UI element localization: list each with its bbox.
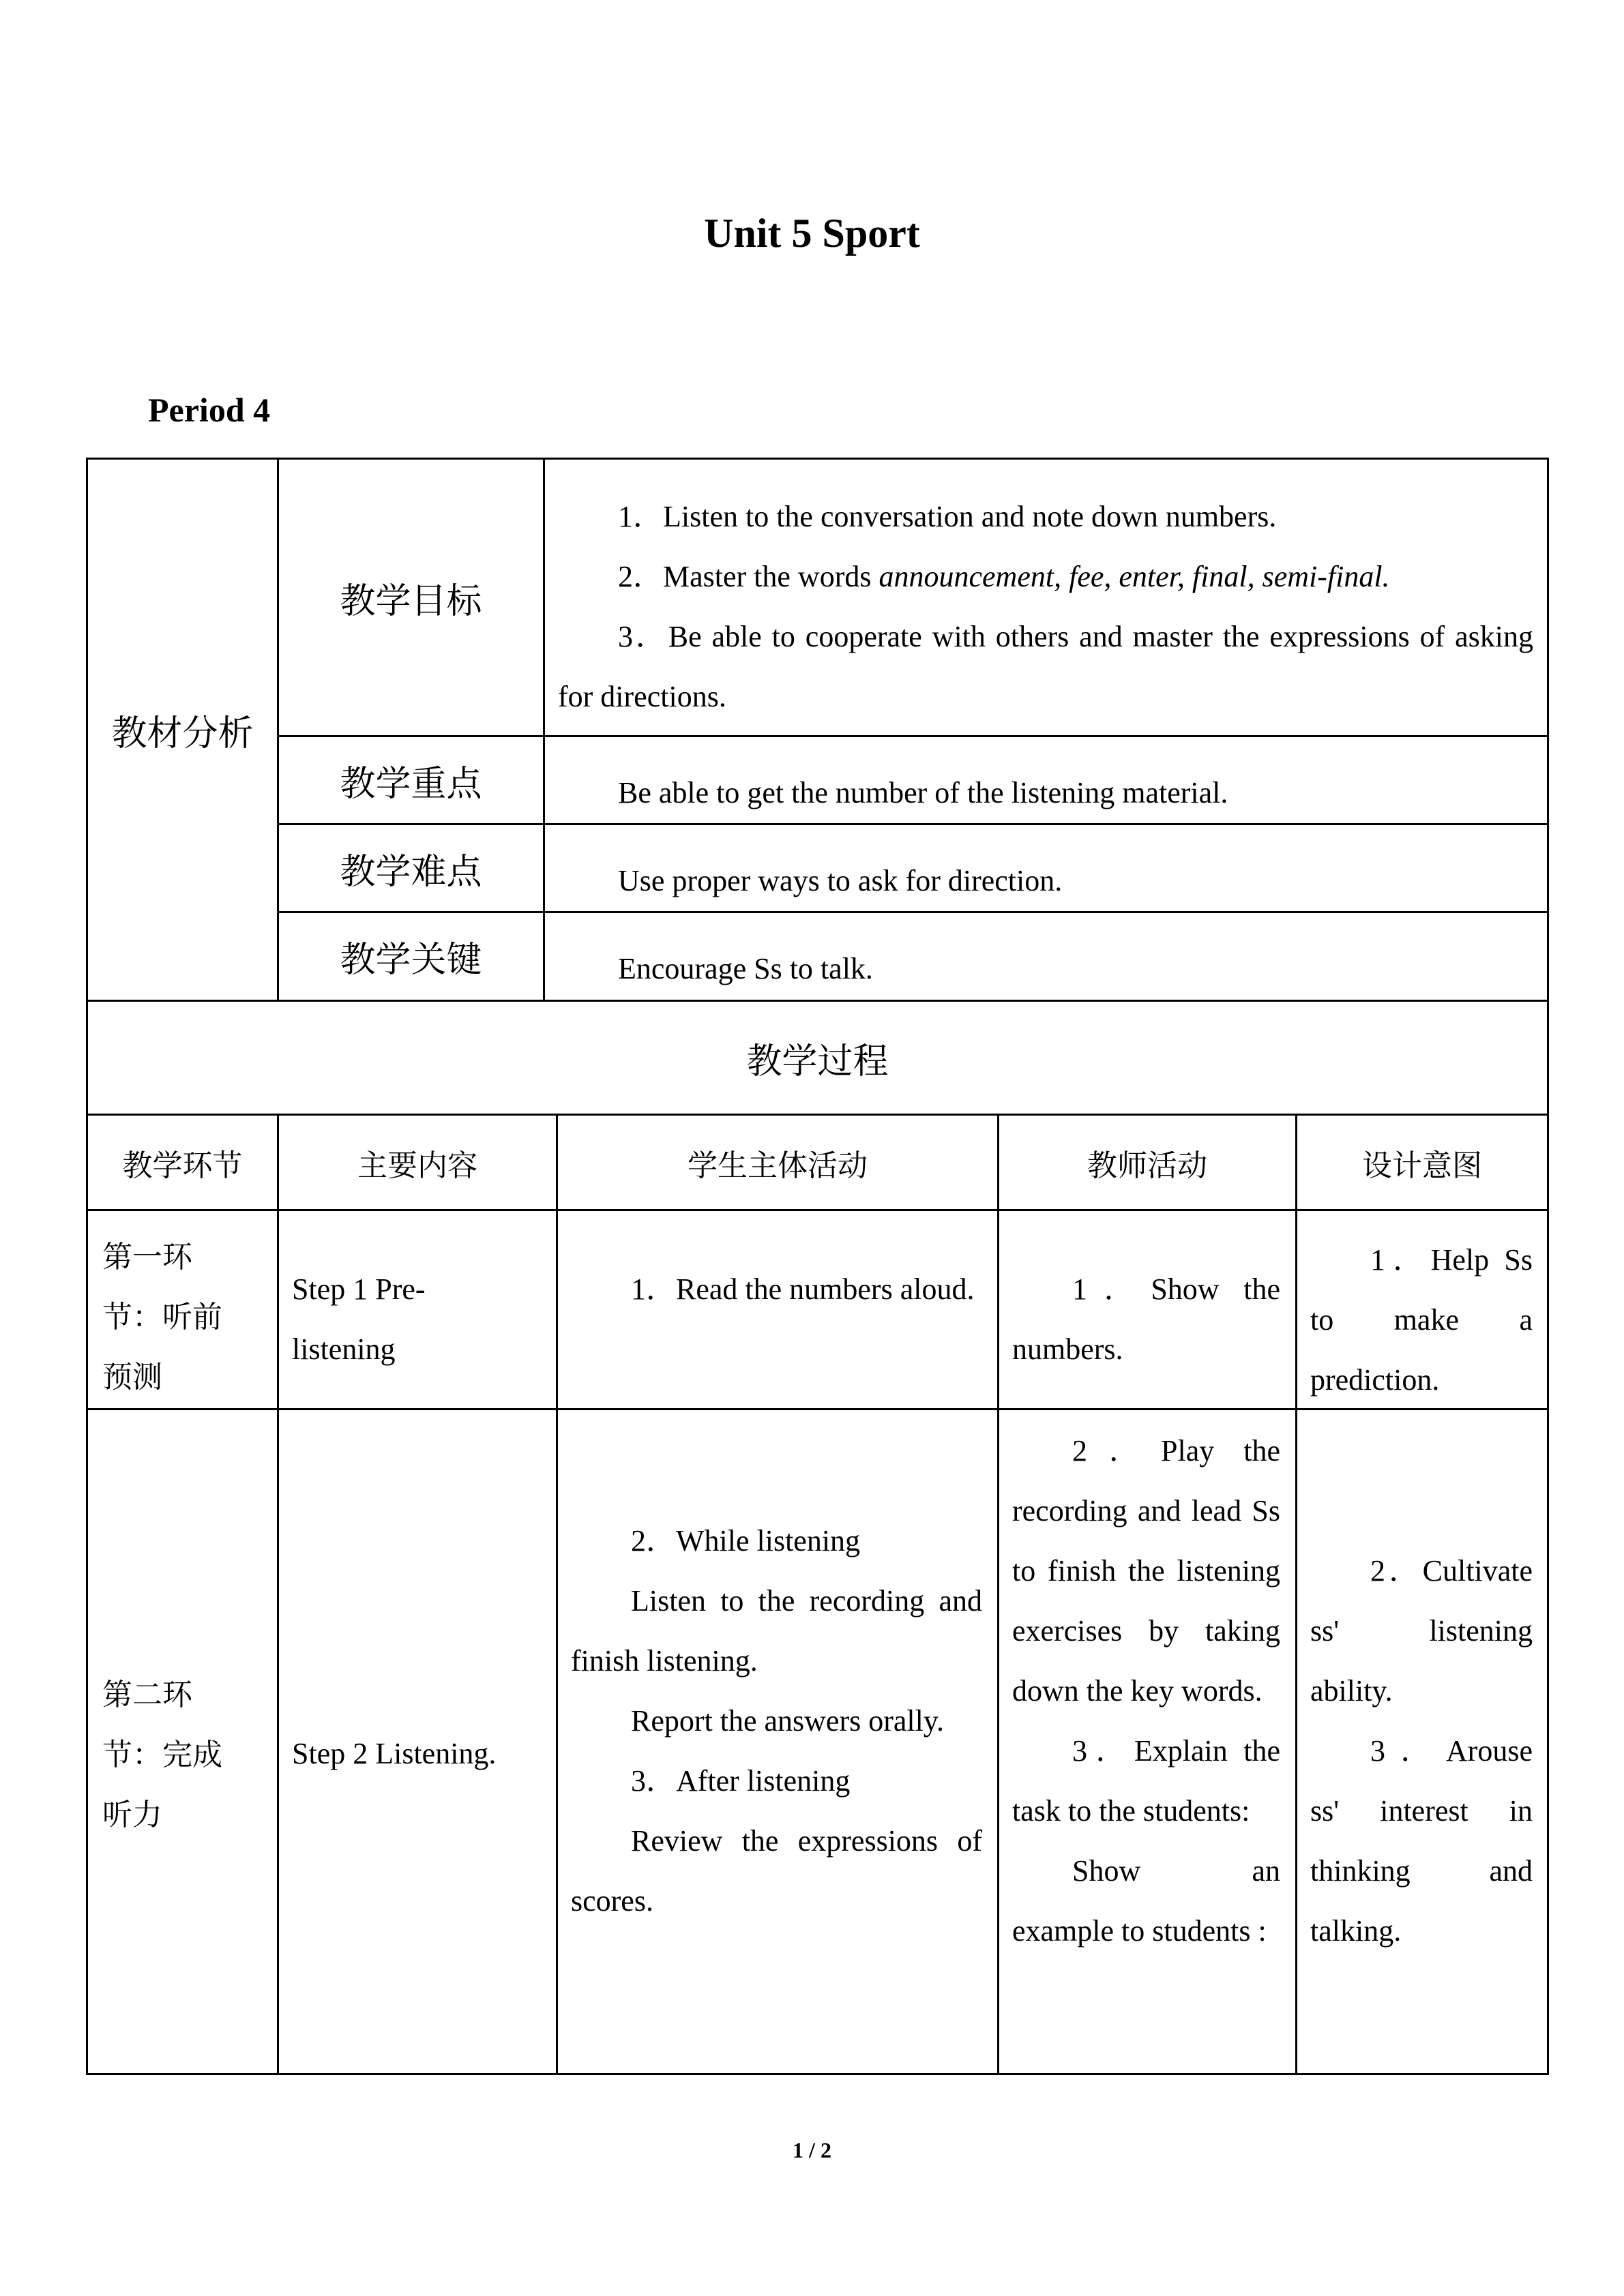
col-purpose: 设计意图: [1362, 1148, 1482, 1183]
row1-purpose: 1．Help Ss to make a prediction.: [1310, 1243, 1533, 1397]
key-label: 教学关键: [340, 940, 482, 981]
row1-stage: 第一环节：听前预测: [102, 1240, 222, 1395]
row2-content: Step 2 Listening.: [292, 1737, 497, 1770]
row2-purpose: [1310, 1541, 1533, 1961]
row1-student: 1．Read the numbers aloud.: [631, 1272, 975, 1306]
row2-teacher-line: 3．Explain the task to the students:: [1012, 1734, 1280, 1828]
goal-2-words: announcement, fee, enter, final, semi-final.: [879, 560, 1390, 593]
key-text: Encourage Ss to talk.: [618, 952, 873, 985]
row2-teacher-line: 2．Play the recording and lead Ss to finish the listening exercises by taking down the key words.: [1012, 1434, 1280, 1708]
row2-student-line: Report the answers orally.: [631, 1704, 945, 1738]
col-teacher: 教师活动: [1087, 1148, 1207, 1183]
difficulties-text: Use proper ways to ask for direction.: [618, 864, 1063, 897]
difficulties-label: 教学难点: [340, 851, 482, 893]
goals-label: 教学目标: [340, 580, 482, 622]
goal-2: 2．Master the words announcement, fee, enter, final, semi-final.: [618, 560, 1390, 593]
period-label: Period 4: [148, 391, 271, 429]
row2-purpose-line: 2．Cultivate ss' listening ability.: [1310, 1554, 1533, 1708]
row2-student-line: Review the expressions of scores.: [571, 1824, 982, 1918]
key-points-label: 教学重点: [340, 763, 482, 805]
row2-student-line: 2．While listening: [631, 1524, 861, 1557]
row2-teacher-line: Show an example to students :: [1012, 1854, 1280, 1948]
process-label: 教学过程: [746, 1041, 889, 1082]
row2-stage: 第二环节：完成听力: [102, 1678, 222, 1832]
analysis-label: 教材分析: [111, 713, 254, 754]
row1-content: Step 1 Pre-listening: [292, 1272, 426, 1366]
col-stage: 教学环节: [122, 1148, 243, 1183]
row2-purpose-line: 3．Arouse ss' interest in thinking and talking.: [1310, 1734, 1533, 1948]
row2-student-line: Listen to the recording and finish listening.: [571, 1584, 982, 1678]
row2-teacher: [1012, 1421, 1280, 1961]
row1-teacher: 1．Show the numbers.: [1012, 1272, 1280, 1366]
row2-student: [571, 1511, 982, 1931]
goals-text: [558, 487, 1533, 727]
col-content: 主要内容: [357, 1148, 477, 1183]
row2-student-line: 3．After listening: [631, 1764, 851, 1798]
page-number: 1 / 2: [793, 2138, 831, 2162]
goal-3: 3．Be able to cooperate with others and master the expressions of asking for directions.: [558, 620, 1533, 713]
col-student: 学生主体活动: [688, 1148, 868, 1183]
document-title: Unit 5 Sport: [704, 211, 920, 256]
key-points-text: Be able to get the number of the listening material.: [618, 776, 1228, 809]
goal-1: 1．Listen to the conversation and note down numbers.: [618, 500, 1277, 533]
